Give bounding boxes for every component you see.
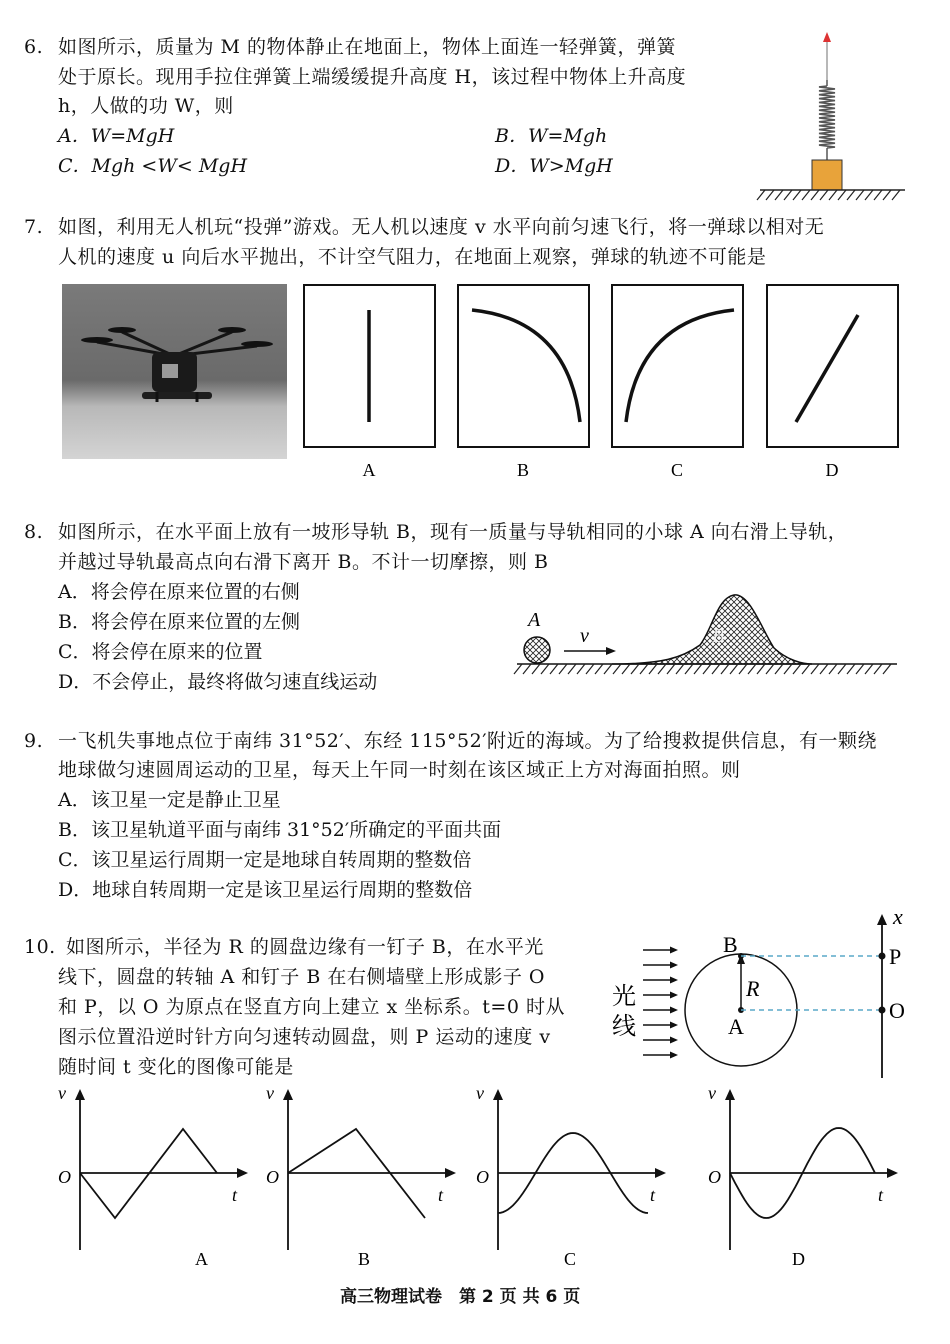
velocity-label: v [580,625,589,647]
q7-trajectory-options [300,282,940,482]
q8-option-a: A．将会停在原来位置的右侧 [58,581,300,603]
q7-line-2: 人机的速度 u 向后水平抛出，不计空气阻力，在地面上观察，弹球的轨迹不可能是 [58,246,767,268]
q10-line-4: 图示位置沿逆时针方向匀速转动圆盘，则 P 运动的速度 v [58,1026,551,1048]
q8-rail-figure [512,590,912,700]
x-axis-label: x [893,904,903,929]
q9-option-c: C．该卫星运行周期一定是地球自转周期的整数倍 [58,849,472,871]
graph-c-label: C [564,1249,577,1269]
drone-photo [62,284,287,459]
point-o [879,1007,886,1014]
q9-option-b: B．该卫星轨道平面与南纬 31°52′所确定的平面共面 [58,819,502,841]
graph-b-label: B [358,1249,371,1269]
q6-option-b: B．W=Mgh [495,125,608,147]
graph-d-v-label: v [708,1083,716,1103]
q8-option-b: B．将会停在原来位置的左侧 [58,611,300,633]
graph-c [476,1083,666,1269]
graph-b [266,1083,456,1269]
q8-number: 8. [24,521,44,543]
graph-a-o-label: O [58,1167,71,1187]
q10-velocity-graphs [40,1085,930,1285]
q8-line-1: 如图所示，在水平面上放有一坡形导轨 B，现有一质量与导轨相同的小球 A 向右滑上导轨， [58,521,848,543]
q6-number: 6. [24,36,44,58]
graph-a-t-label: t [232,1185,238,1205]
graph-d-label: D [792,1249,805,1269]
light-label-1: 光 [612,982,636,1010]
graph-c-t-label: t [650,1185,656,1205]
page-footer: 高三物理试卷 第 2 页 共 6 页 [340,1287,581,1307]
q8-option-c: C．将会停在原来的位置 [58,641,263,663]
graph-c-o-label: O [476,1167,489,1187]
q9-option-a: A．该卫星一定是静止卫星 [58,789,281,811]
point-p-label: P [889,944,902,969]
q6-line-3: h，人做的功 W，则 [58,95,234,117]
q9-option-d: D．地球自转周期一定是该卫星运行周期的整数倍 [58,879,473,901]
q7-option-c-box [612,285,743,447]
graph-b-v-label: v [266,1083,274,1103]
q10-line-3: 和 P，以 O 为原点在竖直方向上建立 x 坐标系。t=0 时从 [58,996,565,1018]
axle-label: A [728,1014,744,1039]
q6-option-c: C．Mgh <W< MgH [58,155,248,177]
mass-block [812,160,842,190]
graph-a-v-label: v [58,1083,66,1103]
graph-b-t-label: t [438,1185,444,1205]
q7-option-d-box [767,285,898,447]
nail-label: B [723,932,738,957]
spring [819,80,835,160]
q8-option-d: D．不会停止，最终将做匀速直线运动 [58,671,378,693]
graph-a-label: A [195,1249,208,1269]
point-p [879,953,886,960]
light-label-2: 线 [612,1012,636,1040]
light-arrows [643,947,678,1059]
q10-line-1: 如图所示，半径为 R 的圆盘边缘有一钉子 B，在水平光 [66,936,544,958]
q10-number: 10. [24,936,56,958]
graph-c-v-label: v [476,1083,484,1103]
x-axis-arrowhead [877,914,887,925]
q9-line-1: 一飞机失事地点位于南纬 31°52′、东经 115°52′附近的海域。为了给搜救提供信息，有一颗绕 [58,730,878,752]
ground [757,190,905,200]
q7-label-a: A [362,460,376,480]
ball-label: A [528,609,541,631]
q7-option-b-box [458,285,589,447]
floor-hatch [514,664,891,674]
q10-disc-figure [610,904,910,1080]
graph-b-o-label: O [266,1167,279,1187]
graph-a [58,1083,248,1269]
q9-number: 9. [24,730,44,752]
graph-d [708,1083,898,1269]
q6-line-1: 如图所示，质量为 M 的物体静止在地面上，物体上面连一轻弹簧，弹簧 [58,36,677,58]
q10-line-2: 线下，圆盘的转轴 A 和钉子 B 在右侧墙壁上形成影子 O [58,966,545,988]
point-o-label: O [889,998,905,1023]
q7-line-1: 如图，利用无人机玩“投弹”游戏。无人机以速度 v 水平向前匀速飞行，将一弹球以相对无 [58,216,825,238]
q6-spring-figure [755,30,915,205]
q6-option-d: D．W>MgH [495,155,613,177]
q7-label-b: B [516,460,530,480]
q6-line-2: 处于原长。现用手拉住弹簧上端缓缓提升高度 H，该过程中物体上升高度 [58,66,687,88]
q10-line-5: 随时间 t 变化的图像可能是 [58,1056,294,1078]
radius-label: R [746,976,760,1001]
graph-d-t-label: t [878,1185,884,1205]
q7-option-a-box [304,285,435,447]
q7-label-c: C [670,460,684,480]
q9-line-2: 地球做匀速圆周运动的卫星，每天上午同一时刻在该区域正上方对海面拍照。则 [58,759,741,781]
velocity-arrow [564,647,616,655]
ball-a [524,637,550,663]
q7-label-d: D [825,460,839,480]
graph-d-o-label: O [708,1167,721,1187]
pull-arrow [823,32,831,80]
q7-number: 7. [24,216,44,238]
rail-label: B [712,625,725,647]
q6-option-a: A．W=MgH [58,125,175,147]
q8-line-2: 并越过导轨最高点向右滑下离开 B。不计一切摩擦，则 B [58,551,549,573]
